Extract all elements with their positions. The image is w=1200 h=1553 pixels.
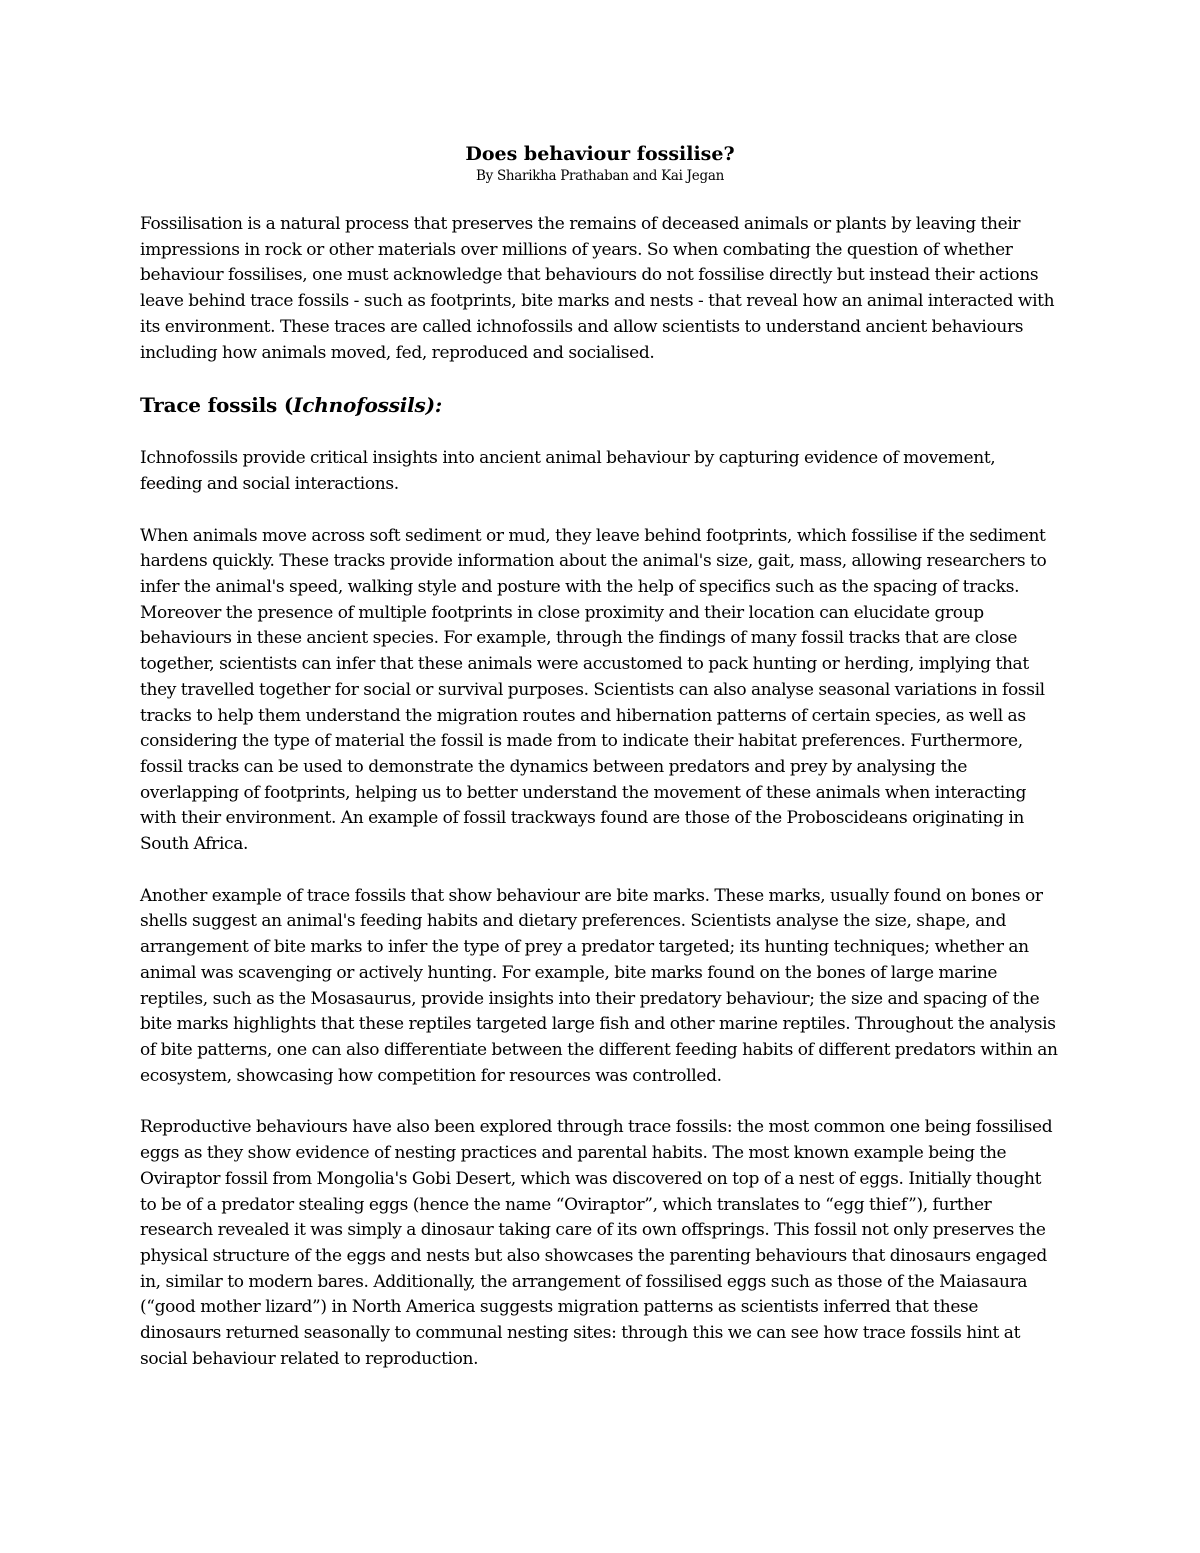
section-paragraph-ichnofossils: Ichnofossils provide critical insights into ancient animal behaviour by capturing evidence of movement, feeding and social interactions. — [140, 448, 996, 494]
document-body — [140, 212, 1060, 1398]
section-heading-text: Trace fossils ( — [140, 393, 294, 418]
intro-paragraph: Fossilisation is a natural process that preserves the remains of deceased animals or plants by leaving their impressions in rock or other materials over millions of years. So when combating the question of whether behaviour fossilises, one must acknowledge that behaviours do not fossilise directly but instead their actions leave behind trace fossils - such as footprints, bite marks and nests - that reveal how an animal interacted with its environment. These traces are called ichnofossils and allow scientists to understand ancient behaviours including how animals moved, fed, reproduced and socialised. — [140, 214, 1055, 363]
section-paragraph-footprints: When animals move across soft sediment or mud, they leave behind footprints, which fossilise if the sediment hardens quickly. These tracks provide information about the animal's size, gait, mass, allowing researchers to infer the animal's speed, walking style and posture with the help of specifics such as the spacing of tracks. Moreover the presence of multiple footprints in close proximity and their location can elucidate group behaviours in these ancient species. For example, through the findings of many fossil tracks that are close together, scientists can infer that these animals were accustomed to pack hunting or herding, implying that they travelled together for social or survival purposes. Scientists can also analyse seasonal variations in fossil tracks to help them understand the migration routes and hibernation patterns of certain species, as well as considering the type of material the fossil is made from to indicate their habitat preferences. Furthermore, fossil tracks can be used to demonstrate the dynamics between predators and prey by analysing the overlapping of footprints, helping us to better understand the movement of these animals when interacting with their environment. An example of fossil trackways found are those of the Proboscideans originating in South Africa. — [140, 525, 1047, 855]
document-header — [140, 141, 1060, 186]
document-byline: By Sharikha Prathaban and Kai Jegan — [476, 168, 724, 184]
section-heading-italic: Ichnofossils): — [293, 393, 443, 418]
document-title: Does behaviour fossilise? — [465, 143, 735, 165]
section-paragraph-reproduction: Reproductive behaviours have also been explored through trace fossils: the most common one being fossilised eggs as they show evidence of nesting practices and parental habits. The most known example being the Oviraptor fossil from Mongolia's Gobi Desert, which was discovered on top of a nest of eggs. Initially thought to be of a predator stealing eggs (hence the name “Oviraptor”, which translates to “egg thief”), further research revealed it was simply a dinosaur taking care of its own offsprings. This fossil not only preserves the physical structure of the eggs and nests but also showcases the parenting behaviours that dinosaurs engaged in, similar to modern bares. Additionally, the arrangement of fossilised eggs such as those of the Maiasaura (“good mother lizard”) in North America suggests migration patterns as scientists inferred that these dinosaurs returned seasonally to communal nesting sites: through this we can see how trace fossils hint at social behaviour related to reproduction. — [140, 1117, 1053, 1369]
trace-fossils-section — [140, 392, 1060, 1372]
section-paragraph-bite-marks: Another example of trace fossils that show behaviour are bite marks. These marks, usually found on bones or shells suggest an animal's feeding habits and dietary preferences. Scientists analyse the size, shape, and arrangement of bite marks to infer the type of prey a predator targeted; its hunting techniques; whether an animal was scavenging or actively hunting. For example, bite marks found on the bones of large marine reptiles, such as the Mosasaurus, provide insights into their predatory behaviour; the size and spacing of the bite marks highlights that these reptiles targeted large fish and other marine reptiles. Throughout the analysis of bite patterns, one can also differentiate between the different feeding habits of different predators within an ecosystem, showcasing how competition for resources was controlled. — [140, 885, 1058, 1086]
section-heading — [140, 392, 1060, 419]
